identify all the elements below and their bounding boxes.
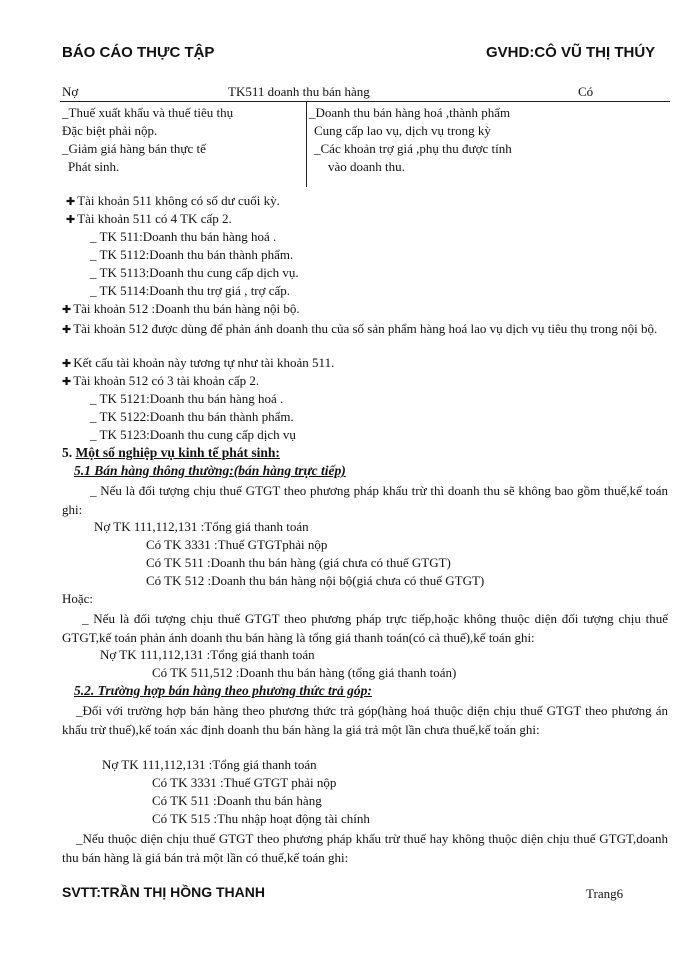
section-title: Một số nghiệp vụ kinh tế phát sinh: <box>75 445 280 460</box>
note-text: Tài khoản 511 có 4 TK cấp 2. <box>77 211 232 226</box>
note-item <box>66 193 280 209</box>
cross-bullet-icon: ✚ <box>62 357 72 370</box>
note-text: Tài khoản 511 không có số dư cuối kỳ. <box>77 193 280 208</box>
note-item <box>62 355 334 371</box>
sub-account-item: _ TK 5121:Doanh thu bán hàng hoá . <box>90 391 284 406</box>
paragraph: _Nếu thuộc diện chịu thuế GTGT theo phương pháp khấu trừ thuế hay không thuộc diện chịu thuế GTGT,doanh thu bán hàng là giá bán trả một lần có thuế,kế toán ghi: <box>62 831 668 865</box>
credit-line: _Các khoản trợ giá ,phụ thu được tính <box>314 141 512 156</box>
credit-label: Có <box>578 84 594 99</box>
cross-bullet-icon: ✚ <box>66 213 76 226</box>
journal-entry: Có TK 511 :Doanh thu bán hàng <box>152 793 322 808</box>
note-text: Tài khoản 512 có 3 tài khoản cấp 2. <box>73 373 260 388</box>
journal-entry: Có TK 515 :Thu nhập hoạt động tài chính <box>152 811 370 826</box>
journal-entry: Có TK 511,512 :Doanh thu bán hàng (tổng giá thanh toán) <box>152 665 457 680</box>
note-text: Tài khoản 512 :Doanh thu bán hàng nội bộ. <box>73 301 300 316</box>
note-item <box>66 211 232 227</box>
journal-entry: Có TK 511 :Doanh thu bán hàng (giá chưa có thuế GTGT) <box>146 555 451 570</box>
journal-entry: Có TK 3331 :Thuế GTGT phải nộp <box>152 775 337 790</box>
journal-entry: Nợ TK 111,112,131 :Tổng giá thanh toán <box>102 757 317 772</box>
sub-account-item: _ TK 511:Doanh thu bán hàng hoá . <box>90 229 277 244</box>
subsection-title: 5.1 Bán hàng thông thường:(bán hàng trực tiếp) <box>74 463 346 478</box>
account-title: TK511 doanh thu bán hàng <box>228 84 370 99</box>
supervisor-name: GVHD:CÔ VŨ THỊ THÚY <box>486 44 656 61</box>
paragraph: _Đối với trường hợp bán hàng theo phương thức trả góp(hàng hoá thuộc diện chịu thuế GTGT theo phương án khấu trừ thuế),kế toán xác định doanh thu bán hàng la giá trả một lần chưa thuế,kế toán ghi: <box>62 703 668 737</box>
credit-line: Cung cấp lao vụ, dịch vụ trong kỳ <box>314 123 491 138</box>
t-account-horizontal-rule <box>60 101 670 102</box>
journal-entry: Có TK 512 :Doanh thu bán hàng nội bộ(giá chưa có thuế GTGT) <box>146 573 485 588</box>
student-name: SVTT:TRẦN THỊ HỒNG THANH <box>62 884 265 900</box>
note-item <box>62 301 300 317</box>
credit-line: vào doanh thu. <box>328 159 405 174</box>
note-text: Kết cấu tài khoản này tương tự như tài khoản 511. <box>73 355 335 370</box>
sub-account-item: _ TK 5112:Doanh thu bán thành phẩm. <box>90 247 294 262</box>
debit-line: _Giảm giá hàng bán thực tế <box>62 141 206 156</box>
journal-entry: Nợ TK 111,112,131 :Tổng giá thanh toán <box>94 519 309 534</box>
debit-line: _Thuế xuất khẩu và thuế tiêu thụ <box>62 105 234 120</box>
debit-line: Phát sinh. <box>68 159 120 174</box>
sub-account-item: _ TK 5114:Doanh thu trợ giá , trợ cấp. <box>90 283 291 298</box>
subsection-title: 5.2. Trường hợp bán hàng theo phương thức trả góp: <box>74 683 372 698</box>
report-title: BÁO CÁO THỰC TẬP <box>62 44 215 61</box>
section-number: 5. <box>62 445 73 460</box>
note-item <box>62 373 259 389</box>
t-account-vertical-rule <box>306 101 307 187</box>
paragraph: _ Nếu là đối tượng chịu thuế GTGT theo phương pháp trực tiếp,hoặc không thuộc diện đối tượng chịu thuế GTGT,kế toán phản ánh doanh thu bán hàng là tổng giá thanh toán(có cả thuế),kế toán ghi: <box>62 611 668 645</box>
debit-label: Nợ <box>62 84 79 99</box>
debit-line: Đặc biệt phải nộp. <box>62 123 158 138</box>
sub-account-item: _ TK 5113:Doanh thu cung cấp dịch vụ. <box>90 265 299 280</box>
paragraph: _ Nếu là đối tượng chịu thuế GTGT theo phương pháp khấu trừ thì doanh thu sẽ không bao gồm thuế,kế toán ghi: <box>62 483 668 517</box>
note-item <box>62 319 668 339</box>
credit-line: _Doanh thu bán hàng hoá ,thành phẩm <box>309 105 511 120</box>
page-number: Trang6 <box>586 886 624 901</box>
cross-bullet-icon: ✚ <box>62 303 72 316</box>
cross-bullet-icon: ✚ <box>66 195 76 208</box>
journal-entry: Nợ TK 111,112,131 :Tổng giá thanh toán <box>100 647 315 662</box>
or-label: Hoặc: <box>62 591 94 606</box>
cross-bullet-icon: ✚ <box>62 323 72 336</box>
journal-entry: Có TK 3331 :Thuế GTGTphải nộp <box>146 537 328 552</box>
sub-account-item: _ TK 5122:Doanh thu bán thành phẩm. <box>90 409 294 424</box>
cross-bullet-icon: ✚ <box>62 375 72 388</box>
section-heading <box>62 445 280 461</box>
note-text: Tài khoản 512 được dùng để phản ánh doanh thu của số sản phẩm hàng hoá lao vụ dịch vụ tiêu thụ trong nội bộ. <box>73 321 658 336</box>
sub-account-item: _ TK 5123:Doanh thu cung cấp dịch vụ <box>90 427 296 442</box>
